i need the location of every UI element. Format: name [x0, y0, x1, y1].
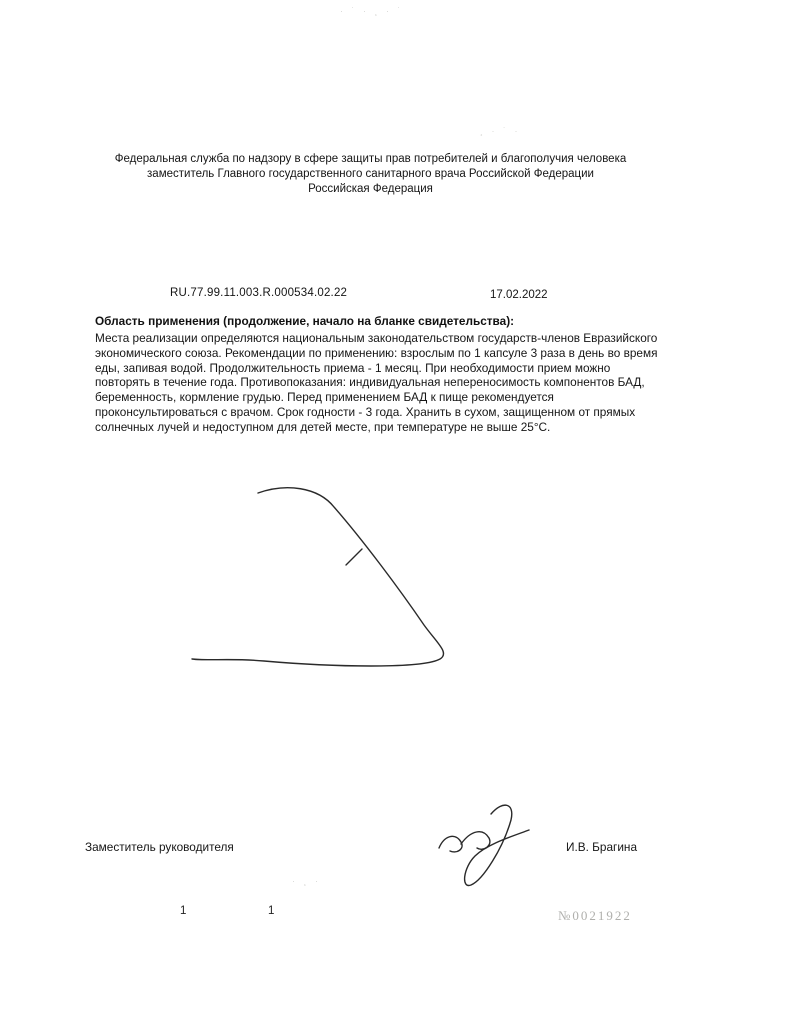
page-number-left: 1 [180, 905, 187, 917]
registration-number: RU.77.99.11.003.R.000534.02.22 [170, 287, 348, 299]
header-line-2: заместитель Главного государственного санитарного врача Российской Федерации [147, 168, 594, 180]
document-header [70, 152, 671, 197]
header-line-3: Российская Федерация [308, 183, 433, 195]
section-title: Область применения (продолжение, начало на бланке свидетельства): [95, 314, 515, 328]
document-date: 17.02.2022 [490, 289, 548, 301]
signatory-name: И.В. Брагина [566, 840, 638, 854]
scan-artifact: · ˙ · ¸ · ˙ [340, 6, 404, 16]
header-line-1: Федеральная служба по надзору в сфере защиты прав потребителей и благополучия человека [114, 153, 627, 165]
scan-artifact: · ¸ · [292, 876, 321, 886]
scan-artifact: ¸ · ˙ · [480, 126, 521, 136]
application-area-text: Места реализации определяются национальным законодательством государств-членов Евразийского экономического союза. Рекомендации по применению: взрослым по 1 капсуле 3 раза в день во время еды, запивая водой. Продолжительность приема - 1 месяц. При необходимости прием можно повторять в течение года. Противопоказания: индивидуальная непереносимость компонентов БАД, беременность, кормление грудью. Перед применением БАД к пище рекомендуется проконсультироваться с врачом. Срок годности - 3 года. Хранить в сухом, защищенном от прямых солнечных лучей и недоступном для детей месте, при температуре не выше 25°С. [95, 331, 658, 434]
signature-scribble-large [160, 475, 500, 695]
page-number-right: 1 [268, 905, 275, 917]
signatory-title: Заместитель руководителя [85, 840, 234, 854]
signature-scribble-small [415, 790, 545, 895]
form-number: №0021922 [558, 908, 632, 923]
